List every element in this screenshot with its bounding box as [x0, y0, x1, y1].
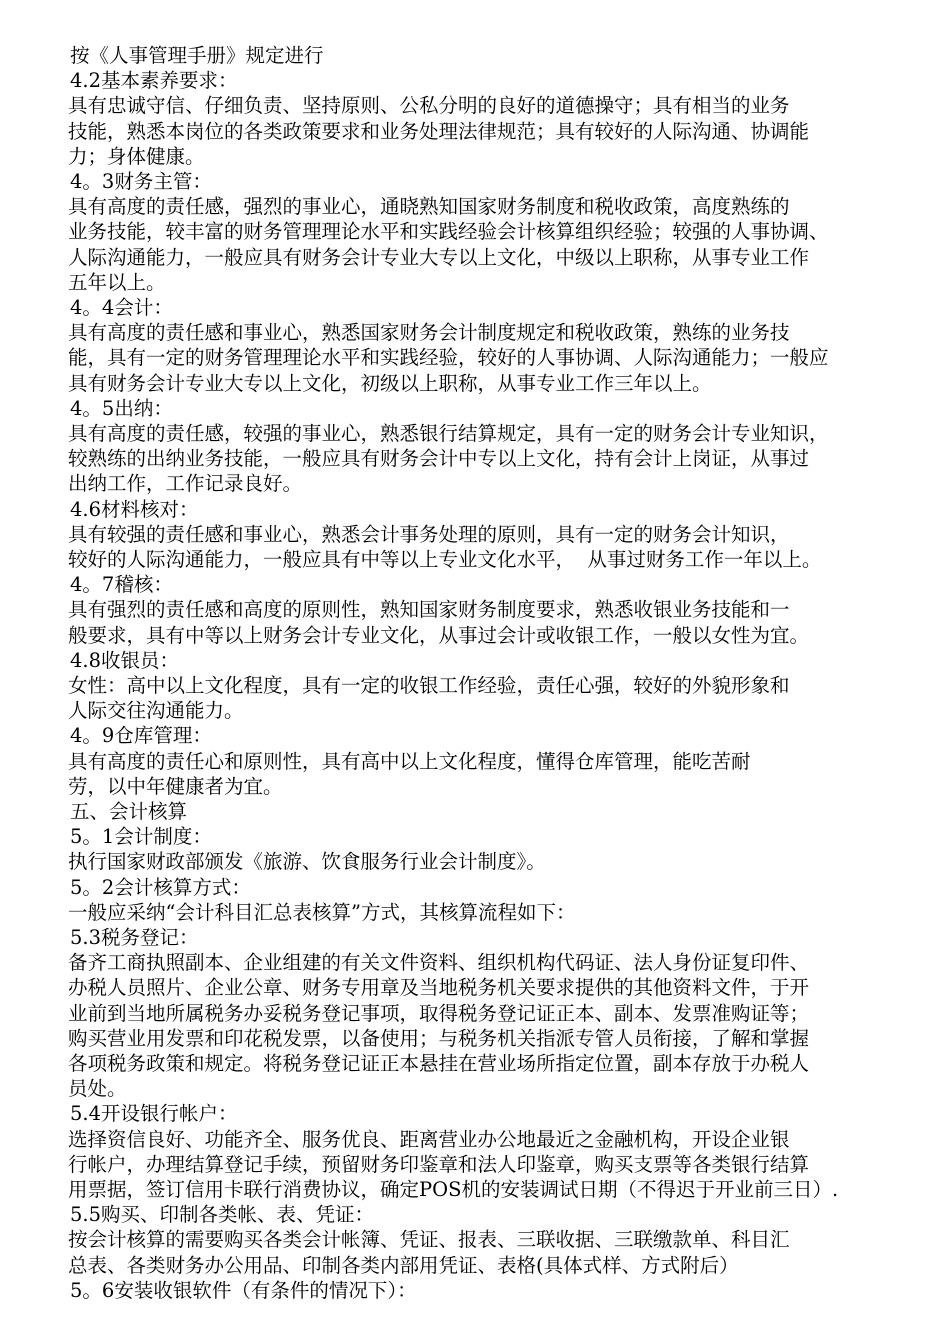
section-heading: 五、会计核算: [70, 800, 188, 823]
paragraph-line: 办税人员照片、企业公章、财务专用章及当地税务机关要求提供的其他资料文件，于开: [68, 976, 810, 1000]
paragraph-line: 购买营业用发票和印花税发票，以备使用；与税务机关指派专管人员衔接，了解和掌握: [68, 1026, 810, 1050]
paragraph-line: 按会计核算的需要购买各类会计帐簿、凭证、报表、三联收据、三联缴款单、科目汇: [68, 1228, 790, 1252]
section-heading: 5.3税务登记：: [70, 926, 199, 949]
section-heading: 4。5出纳：: [70, 396, 173, 420]
paragraph-line: 人际交往沟通能力。: [68, 699, 244, 723]
section-heading: 5。2会计核算方式：: [70, 875, 251, 899]
section-heading: 4.2基本素养要求：: [70, 69, 238, 93]
section-heading: 4.6材料核对：: [70, 497, 199, 521]
section-heading: 4。9仓库管理：: [70, 724, 212, 748]
paragraph-line: 较好的人际沟通能力，一般应具有中等以上专业文化水平， 从事过财务工作一年以上。: [68, 548, 822, 571]
paragraph-line: 女性：高中以上文化程度，具有一定的收银工作经验，责任心强，较好的外貌形象和: [68, 674, 790, 697]
paragraph-line: 具有较强的责任感和事业心，熟悉会计事务处理的原则，具有一定的财务会计知识，: [68, 522, 790, 546]
paragraph-line: 力；身体健康。: [68, 144, 205, 168]
paragraph-line: 人际沟通能力，一般应具有财务会计专业大专以上文化，中级以上职称，从事专业工作: [68, 245, 810, 269]
paragraph-line: 员处。: [68, 1077, 127, 1101]
paragraph-line: 能，具有一定的财务管理理论水平和实践经验，较好的人事协调、人际沟通能力；一般应: [68, 346, 829, 370]
paragraph-line: 各项税务政策和规定。将税务登记证正本悬挂在营业场所指定位置，副本存放于办税人: [68, 1052, 810, 1075]
paragraph-line: 劳，以中年健康者为宜。: [68, 774, 283, 798]
paragraph-line: 一般应采纳“会计科目汇总表核算”方式，其核算流程如下：: [68, 900, 576, 924]
paragraph-line: 具有高度的责任感，较强的事业心，熟悉银行结算规定，具有一定的财务会计专业知识，: [68, 422, 829, 445]
section-heading: 5。6安装收银软件（有条件的情况下）：: [70, 1278, 417, 1302]
section-heading: 4。4会计：: [70, 296, 173, 319]
paragraph-line: 执行国家财政部颁发《旅游、饮食服务行业会计制度》。: [68, 850, 546, 874]
paragraph-line: 出纳工作，工作记录良好。: [68, 472, 303, 496]
paragraph-line: 具有高度的责任感，强烈的事业心，通晓熟知国家财务制度和税收政策，高度熟练的: [68, 195, 790, 219]
section-heading: 5.4开设银行帐户：: [70, 1102, 238, 1126]
paragraph-line: 行帐户，办理结算登记手续，预留财务印鉴章和法人印鉴章，购买支票等各类银行结算: [68, 1152, 810, 1176]
paragraph-line: 业前到当地所属税务办妥税务登记事项，取得税务登记证正本、副本、发票准购证等；: [68, 1001, 810, 1025]
paragraph-line: 具有财务会计专业大专以上文化，初级以上职称，从事专业工作三年以上。: [68, 371, 712, 395]
paragraph-line: 技能，熟悉本岗位的各类政策要求和业务处理法律规范；具有较好的人际沟通、协调能: [68, 119, 810, 143]
paragraph-line: 五年以上。: [68, 270, 166, 294]
section-heading: 5。1会计制度：: [70, 825, 212, 849]
section-heading: 4。3财务主管：: [70, 170, 212, 193]
paragraph-line: 业务技能，较丰富的财务管理理论水平和实践经验会计核算组织经验；较强的人事协调、: [68, 220, 829, 244]
paragraph-line: 较熟练的出纳业务技能，一般应具有财务会计中专以上文化，持有会计上岗证，从事过: [68, 447, 810, 471]
paragraph-line: 备齐工商执照副本、企业组建的有关文件资料、组织机构代码证、法人身份证复印件、: [68, 951, 810, 975]
paragraph-line: 总表、各类财务办公用品、印制各类内部用凭证、表格(具体式样、方式附后）: [68, 1253, 739, 1277]
paragraph-line: 用票据，签订信用卡联行消费协议，确定POS机的安装调试日期（不得迟于开业前三日）.: [68, 1178, 839, 1201]
paragraph-line: 选择资信良好、功能齐全、服务优良、距离营业办公地最近之金融机构，开设企业银: [68, 1127, 790, 1151]
paragraph-line: 具有高度的责任心和原则性，具有高中以上文化程度，懂得仓库管理，能吃苦耐: [68, 749, 751, 773]
paragraph-line: 具有强烈的责任感和高度的原则性，熟知国家财务制度要求，熟悉收银业务技能和一: [68, 598, 790, 622]
section-heading: 按《人事管理手册》规定进行: [70, 44, 324, 67]
paragraph-line: 具有高度的责任感和事业心，熟悉国家财务会计制度规定和税收政策，熟练的业务技: [68, 321, 790, 345]
paragraph-line: 般要求，具有中等以上财务会计专业文化，从事过会计或收银工作，一般以女性为宜。: [68, 623, 810, 647]
section-heading: 4。7稽核：: [70, 573, 173, 597]
paragraph-line: 具有忠诚守信、仔细负责、坚持原则、公私分明的良好的道德操守；具有相当的业务: [68, 94, 790, 118]
section-heading: 5.5购买、印制各类帐、表、凭证：: [70, 1203, 375, 1227]
section-heading: 4.8收银员：: [70, 648, 180, 672]
